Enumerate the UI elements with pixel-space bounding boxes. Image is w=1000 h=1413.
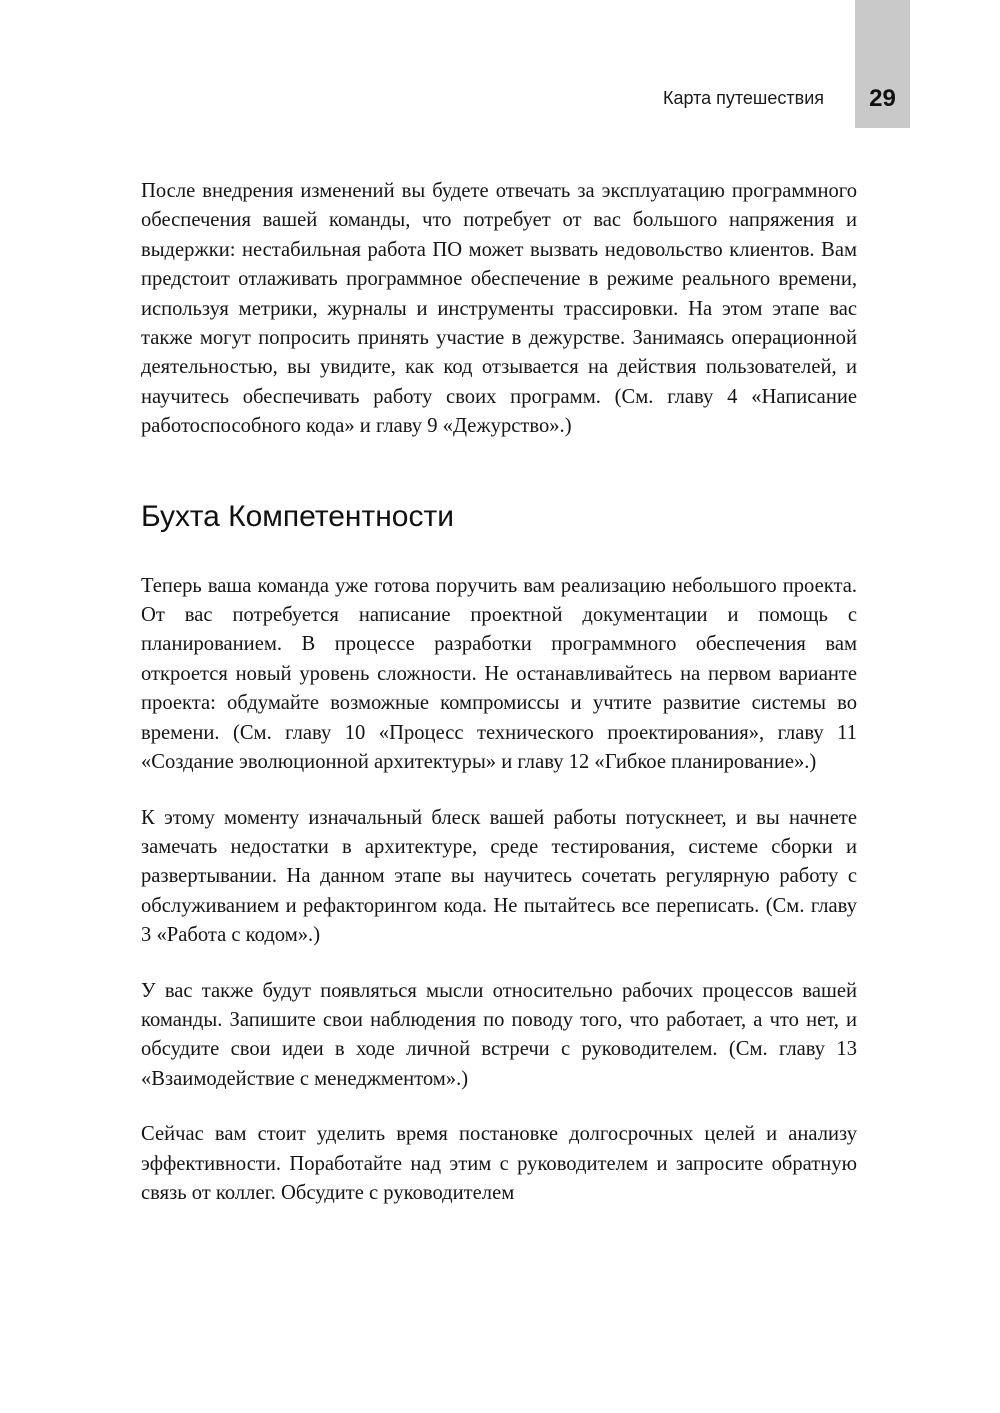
running-header bbox=[0, 0, 1000, 130]
body-paragraph: К этому моменту изначальный блеск вашей работы потускнеет, и вы начнете замечать недостатки в архитектуре, среде тестирования, системе сборки и развертывании. На данном этапе вы научитесь сочетать регулярную работу с обслуживанием и рефакторингом кода. Не пытайтесь все переписать. (См. главу 3 «Работа с кодом».) bbox=[141, 806, 857, 947]
page-number-tab bbox=[855, 0, 910, 128]
chapter-title: Карта путешествия bbox=[662, 88, 824, 108]
section-heading: Бухта Компетентности bbox=[141, 499, 454, 533]
body-paragraph: Сейчас вам стоит уделить время постановке долгосрочных целей и анализу эффективности. Поработайте над этим с руководителем и запросите обратную связь от коллег. Обсудите с руководителем bbox=[141, 1123, 857, 1204]
page-number: 29 bbox=[869, 85, 896, 112]
page-content bbox=[141, 177, 857, 1208]
body-paragraph: Теперь ваша команда уже готова поручить вам реализацию небольшого проекта. От вас потребуется написание проектной документации и помощь с планированием. В процессе разработки программного обеспечения вам откроется новый уровень сложности. Не останавливайтесь на первом варианте проекта: обдумайте возможные компромиссы и учтите развитие системы во времени. (См. главу 10 «Процесс технического проектирования», главу 11 «Создание эволюционной архитектуры» и главу 12 «Гибкое планирование».) bbox=[141, 574, 857, 774]
body-paragraph: После внедрения изменений вы будете отвечать за эксплуатацию программного обеспечения вашей команды, что потребует от вас большого напряжения и выдержки: нестабильная работа ПО может вызвать недовольство клиентов. Вам предстоит отлаживать программное обеспечение в режиме реального времени, используя метрики, журналы и инструменты трассировки. На этом этапе вас также могут попросить принять участие в дежурстве. Занимаясь операционной деятельностью, вы увидите, как код отзывается на действия пользователей, и научитесь обеспечивать работу своих программ. (См. главу 4 «Написание работоспособного кода» и главу 9 «Дежурство».) bbox=[141, 180, 857, 438]
body-paragraph: У вас также будут появляться мысли относительно рабочих процессов вашей команды. Запишите свои наблюдения по поводу того, что работает, а что нет, и обсудите свои идеи в ходе личной встречи с руководителем. (См. главу 13 «Взаимодействие с менеджментом».) bbox=[141, 979, 857, 1090]
